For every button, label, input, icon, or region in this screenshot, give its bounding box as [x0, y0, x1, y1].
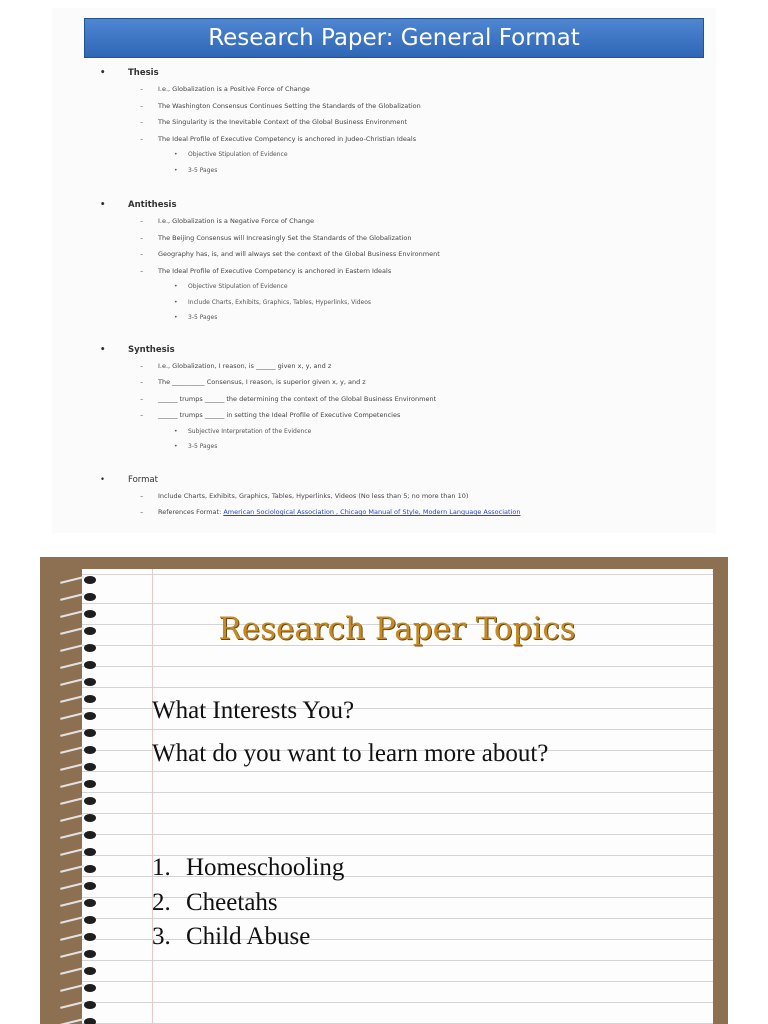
question-text: What Interests You?: [152, 697, 355, 724]
binding-ring-icon: [60, 796, 100, 806]
section-title-text: Thesis: [128, 68, 159, 78]
bullet-icon: •: [100, 474, 106, 485]
outline: [96, 66, 706, 521]
outline-item-text: The __________ Consensus, I reason, is superior given x, y, and z: [158, 378, 366, 386]
outline-section-synthesis: [96, 343, 706, 455]
outline-item-text: Geography has, is, and will always set the context of the Global Business Environment: [158, 250, 440, 258]
general-format-slide: [52, 8, 716, 533]
binding-ring-icon: [60, 779, 100, 789]
outline-item-text: The Ideal Profile of Executive Competency is anchored in Judeo-Christian Ideals: [158, 134, 417, 143]
outline-subitem: • Objective Stipulation of Evidence: [174, 151, 288, 158]
outline-item: – Geography has, is, and will always set the context of the Global Business Environment: [140, 250, 440, 258]
outline-item: – The Singularity is the Inevitable Context of the Global Business Environment: [140, 118, 408, 126]
slide-title: Research Paper: General Format: [84, 18, 704, 58]
binding-ring-icon: [60, 1000, 100, 1010]
outline-section-thesis: [96, 66, 706, 178]
outline-item: – ______ trumps ______ in setting the Ideal Profile of Executive Competencies: [140, 411, 401, 419]
binding-ring-icon: [60, 864, 100, 874]
outline-item: – References Format: American Sociological Association , Chicago Manual of Style, Modern Language Association: [140, 508, 521, 516]
section-title: [96, 66, 706, 81]
outline-item-text: ______ trumps ______ the determining the context of the Global Business Environment: [158, 394, 437, 403]
outline-subitem-text: 3-5 Pages: [188, 166, 218, 174]
bullet-icon: •: [100, 200, 106, 210]
outline-item: – The Ideal Profile of Executive Competency is anchored in Eastern Ideals: [140, 266, 392, 275]
binding-ring-icon: [60, 1017, 100, 1024]
binding-ring-icon: [60, 966, 100, 976]
binding-ring-icon: [60, 592, 100, 602]
outline-subitem-text: Subjective Interpretation of the Evidence: [188, 427, 312, 435]
binding-ring-icon: [60, 762, 100, 772]
outline-item: – ______ trumps ______ the determining the context of the Global Business Environment: [140, 394, 437, 403]
outline-item: – I.e., Globalization is a Negative Force of Change: [140, 217, 315, 225]
outline-item-text: I.e., Globalization, I reason, is ______ given x, y, and z: [158, 361, 332, 370]
binding-ring-icon: [60, 660, 100, 670]
outline-item-text: ______ trumps ______ in setting the Ideal Profile of Executive Competencies: [158, 411, 401, 419]
outline-item-text: The Beijing Consensus will Increasingly Set the Standards of the Globalization: [158, 233, 412, 242]
outline-subitem: • 3-5 Pages: [174, 166, 218, 174]
topic-text: Cheetahs: [186, 889, 278, 916]
binding-ring-icon: [60, 881, 100, 891]
binding-ring-icon: [60, 983, 100, 993]
outline-item: – The Ideal Profile of Executive Competency is anchored in Judeo-Christian Ideals: [140, 134, 417, 143]
outline-section-format: [96, 473, 706, 521]
section-title-text: Format: [128, 474, 158, 485]
outline-subitem: • Objective Stipulation of Evidence: [174, 283, 288, 290]
binding-ring-icon: [60, 728, 100, 738]
outline-item-text: Include Charts, Exhibits, Graphics, Tables, Hyperlinks, Videos (No less than 5; no more than 10): [158, 491, 469, 500]
outline-item-text: I.e., Globalization is a Negative Force of Change: [158, 217, 315, 225]
topic-number: 3.: [152, 923, 171, 950]
binding-ring-icon: [60, 949, 100, 959]
topic-number: 1.: [152, 854, 171, 881]
topic-text: Child Abuse: [186, 923, 311, 950]
topic-text: Homeschooling: [186, 854, 345, 881]
binding-ring-icon: [60, 898, 100, 908]
outline-item: – I.e., Globalization, I reason, is ______ given x, y, and z: [140, 361, 332, 370]
outline-subitem: • 3-5 Pages: [174, 443, 218, 450]
binding-ring-icon: [60, 575, 100, 585]
section-title-text: Antithesis: [128, 200, 177, 210]
section-title-text: Synthesis: [128, 344, 175, 355]
section-title: [96, 198, 706, 213]
binding-ring-icon: [60, 609, 100, 619]
outline-item-text: I.e., Globalization is a Positive Force of Change: [158, 85, 310, 93]
section-title: [96, 473, 706, 488]
outline-item-text: The Washington Consensus Continues Setting the Standards of the Globalization: [158, 101, 421, 110]
outline-subitem-text: 3-5 Pages: [188, 314, 218, 321]
binding-ring-icon: [60, 915, 100, 925]
binding-ring-icon: [60, 813, 100, 823]
bullet-icon: •: [100, 344, 106, 355]
bullet-icon: •: [100, 68, 106, 78]
outline-item: – The Beijing Consensus will Increasingly Set the Standards of the Globalization: [140, 233, 412, 242]
slide-title: Research Paper Topics: [218, 611, 576, 647]
section-title: [96, 343, 706, 358]
outline-section-antithesis: [96, 198, 706, 326]
outline-subitem-text: Objective Stipulation of Evidence: [188, 151, 288, 158]
outline-subitem-text: Objective Stipulation of Evidence: [188, 283, 288, 290]
outline-subitem: • Include Charts, Exhibits, Graphics, Tables, Hyperlinks, Videos: [174, 298, 372, 306]
outline-item-text: The Singularity is the Inevitable Context of the Global Business Environment: [158, 118, 408, 126]
binding-ring-icon: [60, 830, 100, 840]
topic-list-item: [152, 854, 344, 882]
binding-ring-icon: [60, 932, 100, 942]
outline-subitem: • 3-5 Pages: [174, 314, 218, 321]
outline-item: – The Washington Consensus Continues Setting the Standards of the Globalization: [140, 101, 421, 110]
outline-item: – The __________ Consensus, I reason, is superior given x, y, and z: [140, 378, 366, 386]
question-text: What do you want to learn more about?: [152, 740, 549, 767]
topic-list-item: [152, 889, 278, 917]
outline-item: – I.e., Globalization is a Positive Force of Change: [140, 85, 310, 93]
binding-ring-icon: [60, 745, 100, 755]
binding-ring-icon: [60, 694, 100, 704]
research-topics-slide: [40, 557, 728, 1024]
binding-ring-icon: [60, 847, 100, 857]
binding-ring-icon: [60, 711, 100, 721]
binding-ring-icon: [60, 643, 100, 653]
binding-ring-icon: [60, 677, 100, 687]
outline-subitem-text: 3-5 Pages: [188, 443, 218, 450]
binding-ring-icon: [60, 626, 100, 636]
topic-list-item: [152, 923, 310, 951]
outline-subitem-text: Include Charts, Exhibits, Graphics, Tables, Hyperlinks, Videos: [188, 298, 372, 306]
outline-item-text: The Ideal Profile of Executive Competency is anchored in Eastern Ideals: [158, 266, 392, 275]
outline-item: – Include Charts, Exhibits, Graphics, Tables, Hyperlinks, Videos (No less than 5; no more than 10): [140, 491, 469, 500]
references-link[interactable]: American Sociological Association , Chicago Manual of Style, Modern Language Association: [223, 508, 521, 516]
outline-item-text: References Format:: [158, 508, 224, 516]
topic-number: 2.: [152, 889, 171, 916]
outline-subitem: • Subjective Interpretation of the Evidence: [174, 427, 312, 435]
